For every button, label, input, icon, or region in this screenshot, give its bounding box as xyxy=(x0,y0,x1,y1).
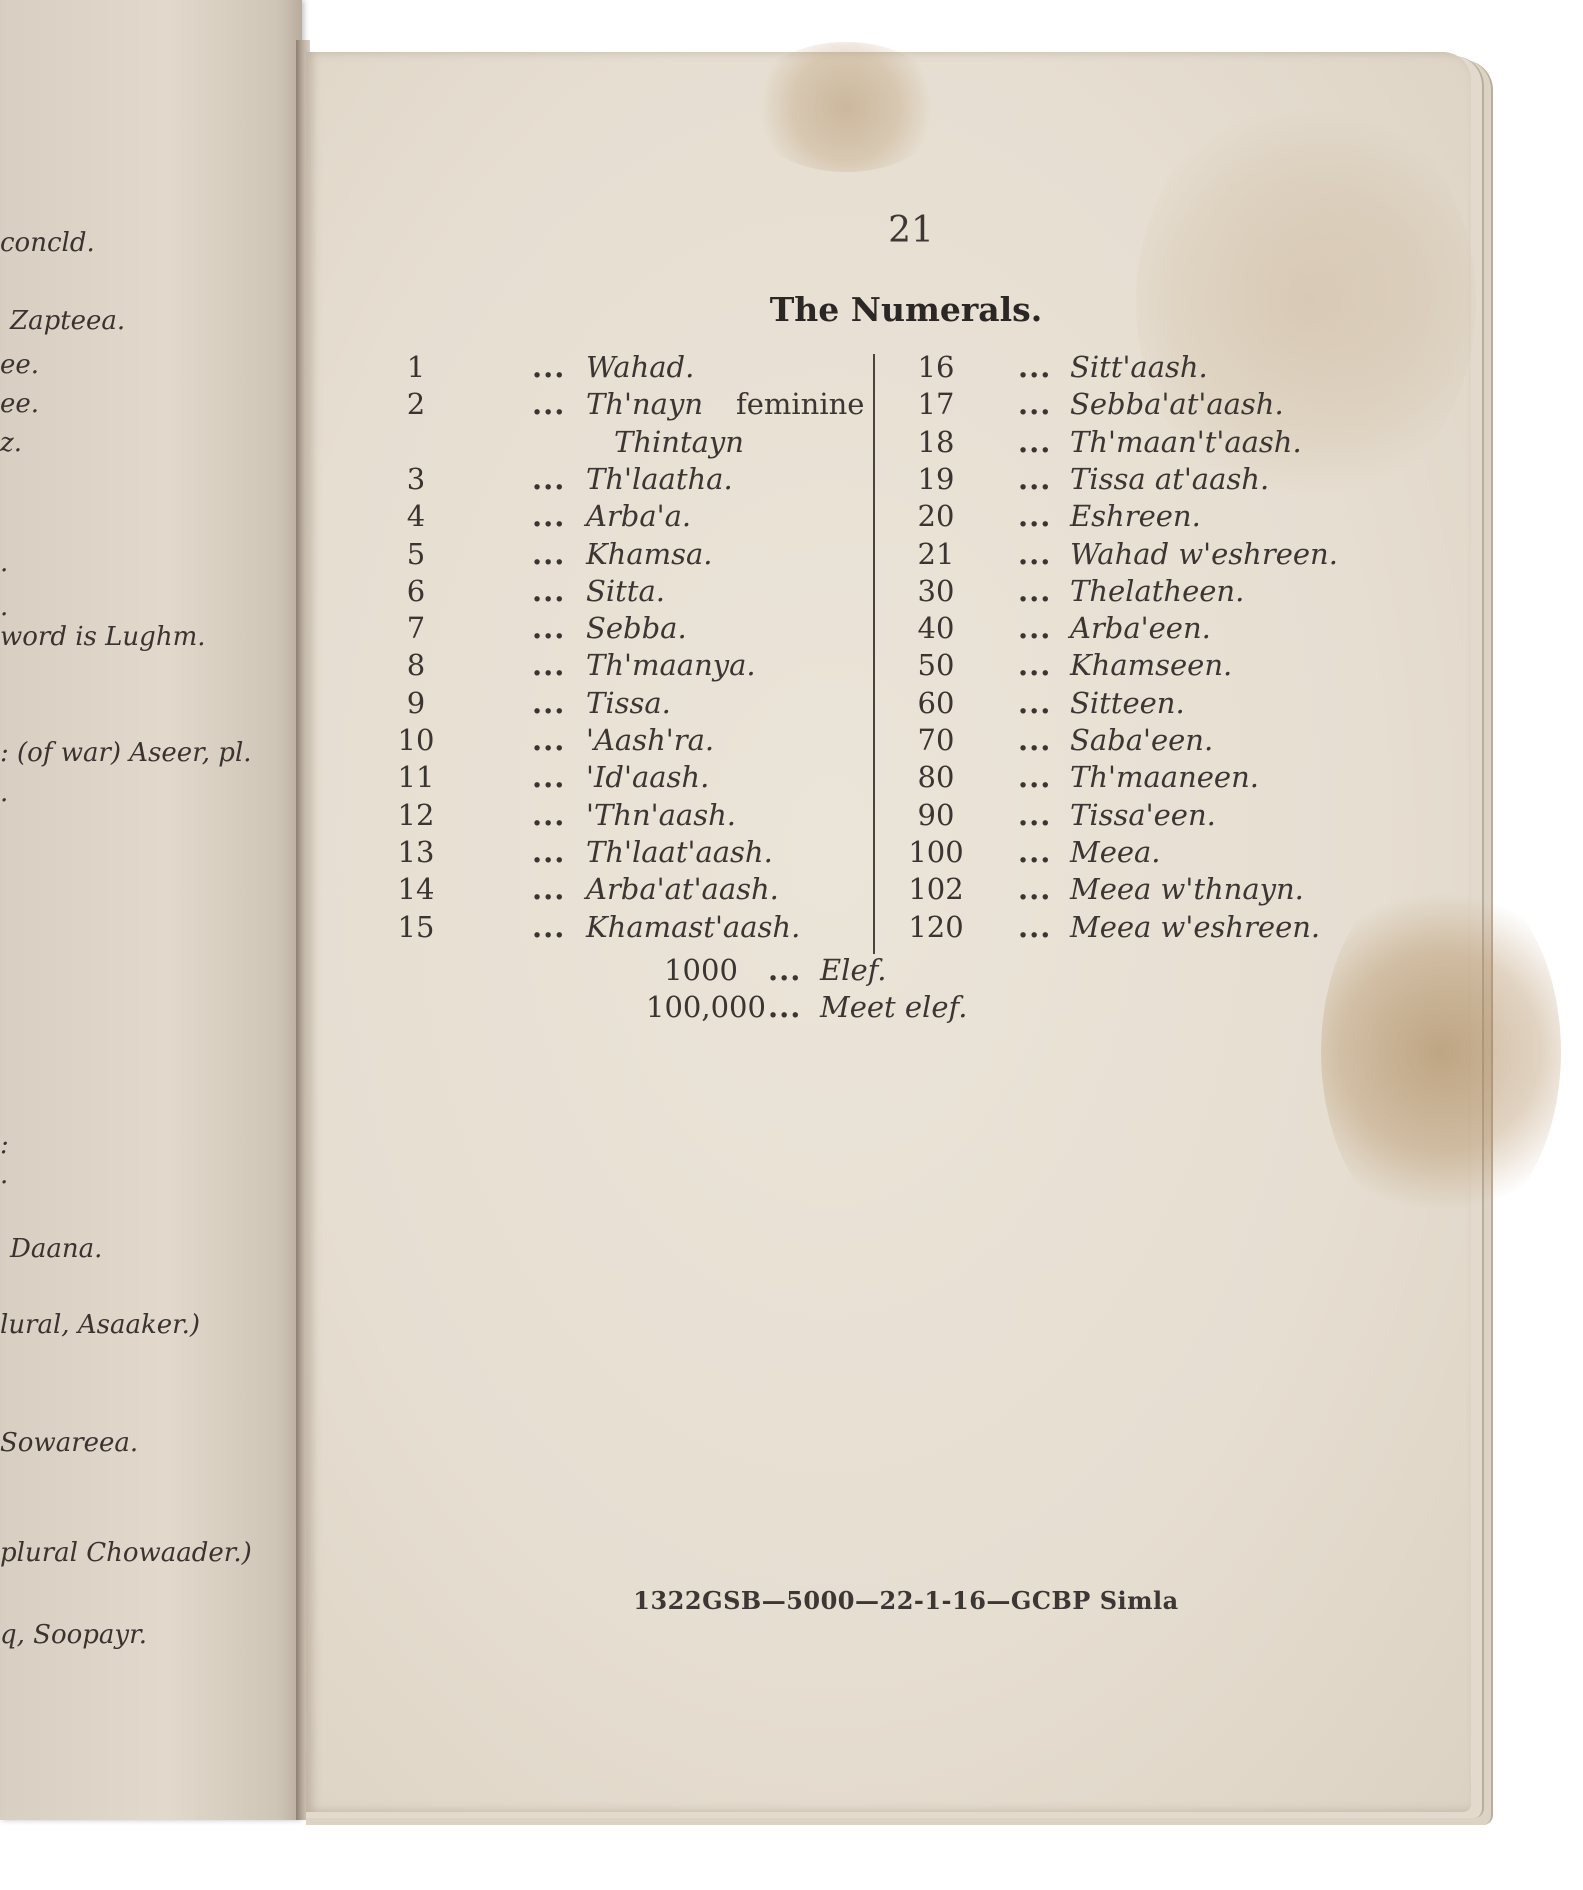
leader-dots: ... xyxy=(1018,350,1052,384)
numeral-value: 3 xyxy=(406,461,426,496)
numeral-row xyxy=(306,572,1406,610)
numeral-value: 15 xyxy=(397,909,435,944)
left-fragment: Sowareea. xyxy=(0,1428,139,1458)
numeral-row xyxy=(306,908,1406,946)
numeral-value: 4 xyxy=(406,499,426,534)
numeral-row xyxy=(306,796,1406,834)
numeral-word: Tissa at'aash. xyxy=(1070,461,1270,496)
leader-dots: ... xyxy=(532,536,566,571)
numeral-value: 60 xyxy=(917,685,955,720)
numeral-value: 20 xyxy=(917,499,955,534)
numeral-value: 70 xyxy=(917,723,955,757)
printer-imprint: 1322GSB—5000—22-1-16—GCBP Simla xyxy=(633,1586,1179,1615)
numeral-value: 9 xyxy=(406,685,426,720)
leader-dots: ... xyxy=(1018,760,1052,795)
numeral-word: Sitt'aash. xyxy=(1070,350,1208,384)
left-fragment: Daana. xyxy=(10,1234,103,1264)
leader-dots: ... xyxy=(1018,499,1052,534)
leader-dots: ... xyxy=(532,723,566,757)
numeral-word: Meet elef. xyxy=(820,990,968,1025)
numeral-word: Arba'a. xyxy=(586,499,692,534)
leader-dots: ... xyxy=(1018,648,1052,683)
numeral-word: Sebba'at'aash. xyxy=(1070,387,1284,422)
numeral-row xyxy=(306,833,1406,871)
numeral-word: Arba'een. xyxy=(1070,611,1211,646)
numeral-word: 'Aash'ra. xyxy=(586,723,715,757)
numeral-value: 17 xyxy=(917,387,955,422)
water-stain xyxy=(746,42,946,172)
left-fragment: plural Chowaader.) xyxy=(0,1538,252,1568)
numeral-row xyxy=(306,535,1406,573)
numeral-row xyxy=(306,460,1406,498)
numeral-word: Arba'at'aash. xyxy=(586,872,779,907)
numeral-row xyxy=(306,951,1406,989)
leader-dots: ... xyxy=(532,909,566,944)
numeral-word: Tissa. xyxy=(586,685,671,720)
numeral-row xyxy=(306,870,1406,908)
numeral-word: Meea w'eshreen. xyxy=(1070,909,1321,944)
numeral-value: 11 xyxy=(397,760,435,795)
left-fragment: word is Lughm. xyxy=(0,622,206,652)
numeral-value: 50 xyxy=(917,648,955,683)
numeral-row xyxy=(306,758,1406,796)
numeral-value: 1000 xyxy=(664,952,738,987)
left-fragment: Zapteea. xyxy=(10,306,126,336)
numeral-row xyxy=(306,721,1406,759)
leader-dots: ... xyxy=(1018,461,1052,496)
numeral-value: 12 xyxy=(397,797,435,832)
numeral-word: Th'laatha. xyxy=(586,461,733,496)
leader-dots: ... xyxy=(532,797,566,832)
numeral-word: Th'laat'aash. xyxy=(586,834,773,869)
numeral-row xyxy=(306,609,1406,647)
numeral-value: 13 xyxy=(397,834,435,869)
numeral-word: Khamsa. xyxy=(586,536,713,571)
leader-dots: ... xyxy=(532,648,566,683)
numeral-value: 7 xyxy=(406,611,426,646)
numeral-value: 2 xyxy=(406,387,426,422)
numeral-row xyxy=(306,988,1406,1026)
leader-dots: ... xyxy=(532,387,566,422)
numeral-word: Saba'een. xyxy=(1070,723,1214,757)
numeral-word: Sitta. xyxy=(586,573,665,608)
left-fragment: concld. xyxy=(0,228,95,258)
numeral-row xyxy=(306,385,1406,423)
numeral-value: 102 xyxy=(908,872,964,907)
numeral-value: 40 xyxy=(917,611,955,646)
numeral-word: Elef. xyxy=(820,952,887,987)
numeral-row xyxy=(306,646,1406,684)
leader-dots: ... xyxy=(1018,909,1052,944)
numeral-value: 8 xyxy=(406,648,426,683)
numeral-word: Th'nayn xyxy=(586,387,704,422)
left-fragment: z. xyxy=(0,428,22,458)
leader-dots: ... xyxy=(532,499,566,534)
numeral-word: Thelatheen. xyxy=(1070,573,1245,608)
leader-dots: ... xyxy=(1018,536,1052,571)
numeral-word: Th'maaneen. xyxy=(1070,760,1259,795)
numeral-value: 6 xyxy=(406,573,426,608)
numeral-value: 100 xyxy=(908,834,964,869)
leader-dots: ... xyxy=(768,952,802,987)
numeral-word: 'Thn'aash. xyxy=(586,797,736,832)
numeral-value: 30 xyxy=(917,573,955,608)
leader-dots: ... xyxy=(532,685,566,720)
leader-dots: ... xyxy=(1018,723,1052,757)
numeral-word: Wahad w'eshreen. xyxy=(1070,536,1338,571)
numeral-word: Tissa'een. xyxy=(1070,797,1216,832)
numeral-value: 16 xyxy=(917,350,955,384)
leader-dots: ... xyxy=(1018,573,1052,608)
leader-dots: ... xyxy=(1018,685,1052,720)
left-fragment: : (of war) Aseer, pl. xyxy=(0,738,252,768)
numeral-value: 90 xyxy=(917,797,955,832)
leader-dots: ... xyxy=(1018,834,1052,869)
leader-dots: ... xyxy=(532,350,566,384)
left-fragment: . xyxy=(0,1160,9,1190)
numeral-value: 1 xyxy=(406,350,426,384)
leader-dots: ... xyxy=(1018,424,1052,459)
numeral-word: Eshreen. xyxy=(1070,499,1201,534)
leader-dots: ... xyxy=(532,834,566,869)
left-fragment: lural, Asaaker.) xyxy=(0,1310,201,1340)
numeral-value: 80 xyxy=(917,760,955,795)
leader-dots: ... xyxy=(768,990,802,1025)
leader-dots: ... xyxy=(532,760,566,795)
numeral-value: 19 xyxy=(917,461,955,496)
numeral-row xyxy=(306,684,1406,722)
left-fragment: . xyxy=(0,778,9,808)
leader-dots: ... xyxy=(532,573,566,608)
leader-dots: ... xyxy=(1018,872,1052,907)
numeral-row xyxy=(306,348,1406,386)
right-page xyxy=(306,52,1471,1812)
numeral-note: feminine xyxy=(736,387,865,422)
numeral-word: Sitteen. xyxy=(1070,685,1185,720)
left-fragment: ee. xyxy=(0,389,40,419)
numeral-word: Wahad. xyxy=(586,350,695,384)
numeral-word: Thintayn xyxy=(614,424,744,459)
page-title: The Numerals. xyxy=(769,290,1043,329)
left-fragment: ee. xyxy=(0,350,40,380)
numeral-value: 120 xyxy=(908,909,964,944)
numeral-word: Meea. xyxy=(1070,834,1161,869)
left-fragment: : xyxy=(0,1130,9,1160)
numeral-row xyxy=(306,497,1406,535)
leader-dots: ... xyxy=(532,872,566,907)
left-fragment: q, Soopayr. xyxy=(0,1620,147,1650)
numeral-word: 'Id'aash. xyxy=(586,760,710,795)
numeral-value: 21 xyxy=(917,536,955,571)
leader-dots: ... xyxy=(532,611,566,646)
numeral-value: 10 xyxy=(397,723,435,757)
left-page xyxy=(0,0,302,1820)
left-fragment: . xyxy=(0,548,9,578)
numeral-word: Th'maan't'aash. xyxy=(1070,424,1302,459)
numeral-word: Meea w'thnayn. xyxy=(1070,872,1304,907)
leader-dots: ... xyxy=(1018,797,1052,832)
page-number: 21 xyxy=(888,210,934,251)
numeral-word: Khamast'aash. xyxy=(586,909,801,944)
numeral-word: Sebba. xyxy=(586,611,687,646)
left-fragment: . xyxy=(0,592,9,622)
numeral-value: 5 xyxy=(406,536,426,571)
numeral-value: 100,000 xyxy=(646,990,766,1025)
leader-dots: ... xyxy=(532,461,566,496)
numeral-word: Khamseen. xyxy=(1070,648,1233,683)
numeral-word: Th'maanya. xyxy=(586,648,756,683)
numeral-row xyxy=(306,423,1406,461)
numeral-value: 18 xyxy=(917,424,955,459)
numeral-value: 14 xyxy=(397,872,435,907)
leader-dots: ... xyxy=(1018,611,1052,646)
leader-dots: ... xyxy=(1018,387,1052,422)
